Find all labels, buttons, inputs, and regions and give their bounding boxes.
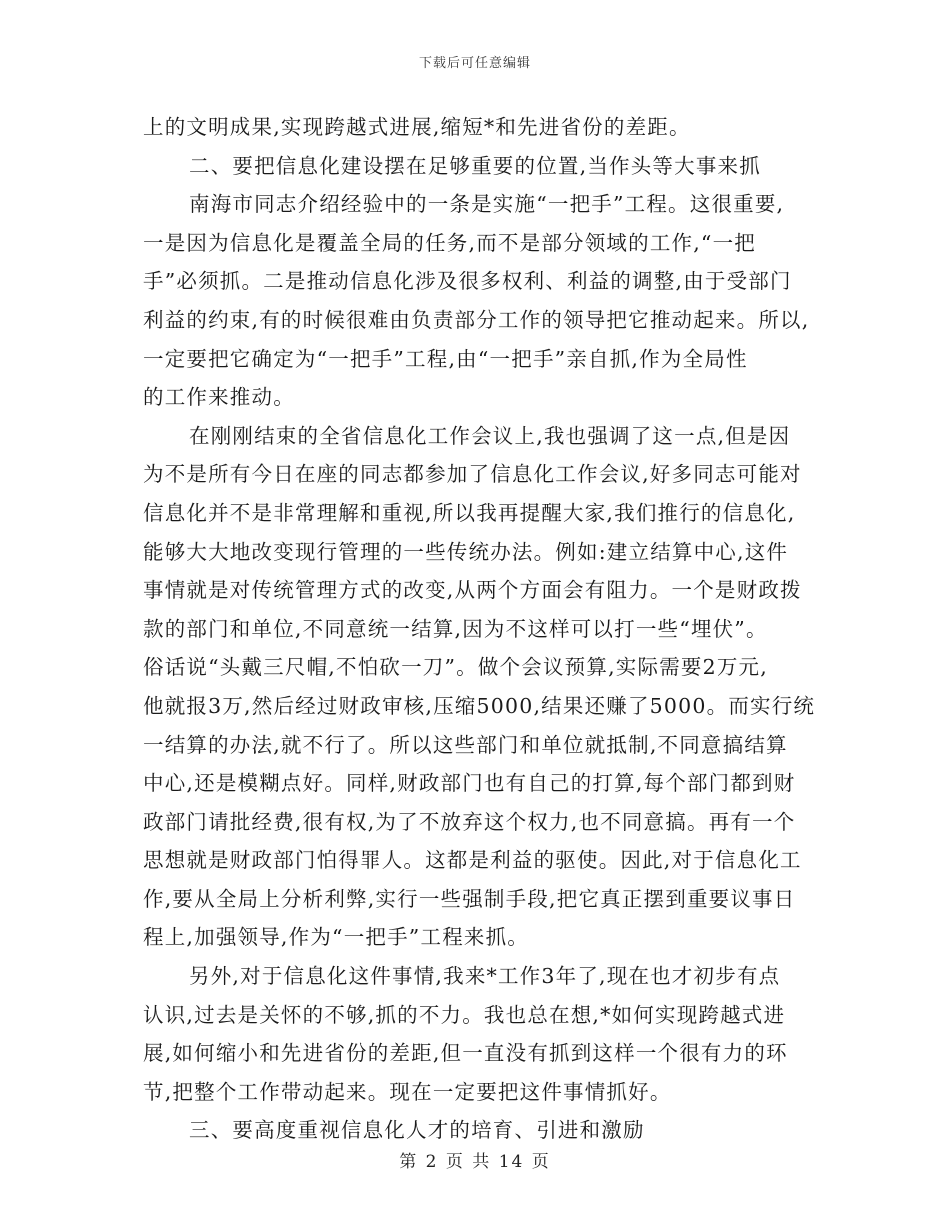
paragraph-line: 认识,过去是关怀的不够,抓的不力。我也总在想,*如何实现跨越式进 xyxy=(143,1002,786,1027)
paragraph-line: 他就报3万,然后经过财政审核,压缩5000,结果还赚了5000。而实行统 xyxy=(143,693,816,718)
paragraph-line: 俗话说“头戴三尺帽,不怕砍一刀”。做个会议预算,实际需要2万元, xyxy=(143,655,768,680)
paragraph-line: 的工作来推动。 xyxy=(143,385,295,410)
paragraph-line: 在刚刚结束的全省信息化工作会议上,我也强调了这一点,但是因 xyxy=(189,423,791,448)
paragraph-line: 政部门请批经费,很有权,为了不放弃这个权力,也不同意搞。再有一个 xyxy=(143,809,796,834)
paragraph-line: 能够大大地改变现行管理的一些传统办法。例如:建立结算中心,这件 xyxy=(143,539,789,564)
paragraph-line: 为不是所有今日在座的同志都参加了信息化工作会议,好多同志可能对 xyxy=(143,462,802,487)
paragraph-line: 思想就是财政部门怕得罪人。这都是利益的驱使。因此,对于信息化工 xyxy=(143,848,802,873)
paragraph-line: 信息化并不是非常理解和重视,所以我再提醒大家,我们推行的信息化, xyxy=(143,500,796,525)
paragraph-line: 一结算的办法,就不行了。所以这些部门和单位就抵制,不同意搞结算 xyxy=(143,732,788,757)
document-body xyxy=(143,108,816,1150)
paragraph-line: 款的部门和单位,不同意统一结算,因为不这样可以打一些“埋伏”。 xyxy=(143,616,768,641)
paragraph-line: 展,如何缩小和先进省份的差距,但一直没有抓到这样一个很有力的环 xyxy=(143,1041,788,1066)
page-header-note: 下载后可任意编辑 xyxy=(418,56,531,71)
paragraph-line: 手”必须抓。二是推动信息化涉及很多权利、利益的调整,由于受部门 xyxy=(143,269,792,294)
section-heading: 三、要高度重视信息化人才的培育、引进和激励 xyxy=(189,1118,645,1143)
paragraph-line: 上的文明成果,实现跨越式进展,缩短*和先进省份的差距。 xyxy=(143,115,691,139)
paragraph-line: 作,要从全局上分析利弊,实行一些强制手段,把它真正摆到重要议事日 xyxy=(143,886,796,911)
paragraph-line: 一定要把它确定为“一把手”工程,由“一把手”亲自抓,作为全局性 xyxy=(143,346,748,371)
page-number-footer: 第 2 页 共 14 页 xyxy=(399,1152,551,1172)
section-heading: 二、要把信息化建设摆在足够重要的位置,当作头等大事来抓 xyxy=(189,153,761,178)
paragraph-line: 利益的约束,有的时候很难由负责部分工作的领导把它推动起来。所以, xyxy=(143,307,810,332)
paragraph-line: 一是因为信息化是覆盖全局的任务,而不是部分领域的工作,“一把 xyxy=(143,230,757,255)
paragraph-line: 南海市同志介绍经验中的一条是实施“一把手”工程。这很重要, xyxy=(189,192,785,217)
paragraph-line: 事情就是对传统管理方式的改变,从两个方面会有阻力。一个是财政拨 xyxy=(143,578,802,603)
paragraph-line: 中心,还是模糊点好。同样,财政部门也有自己的打算,每个部门都到财 xyxy=(143,771,796,796)
paragraph-line: 程上,加强领导,作为“一把手”工程来抓。 xyxy=(143,925,529,950)
paragraph-line: 另外,对于信息化这件事情,我来*工作3年了,现在也才初步有点 xyxy=(189,964,781,989)
paragraph-line: 节,把整个工作带动起来。现在一定要把这件事情抓好。 xyxy=(143,1079,672,1104)
